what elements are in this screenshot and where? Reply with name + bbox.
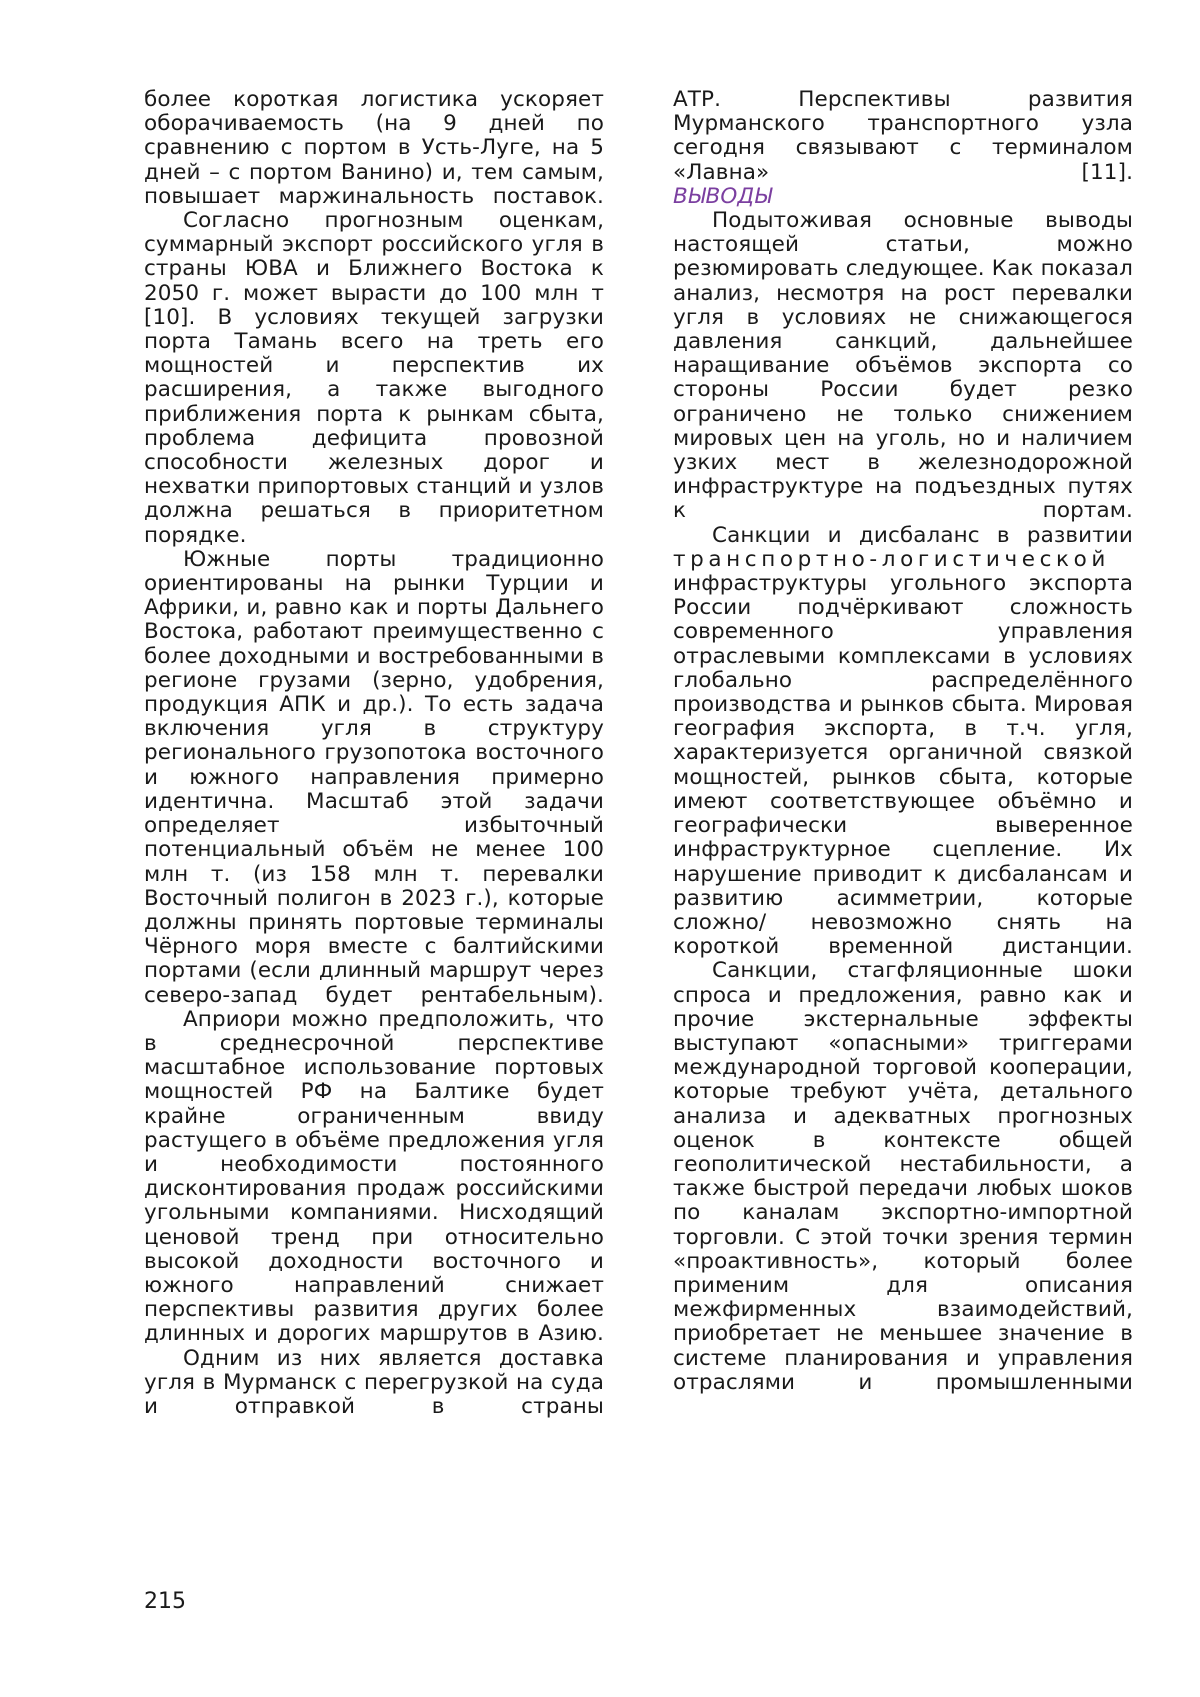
- paragraph-text-spaced: транспортно-логистической: [673, 547, 1110, 572]
- paragraph: [673, 524, 1133, 960]
- paragraph: Согласно прогнозным оценкам, суммарный экспорт российского угля в страны ЮВА и Ближнего Востока к 2050 г. может вырасти до 100 млн т [10]. В условиях текущей загрузки порта Тамань всего на треть его мощностей и перспектив их расширения, а также выгодного приближения порта к рынкам сбыта, проблема дефицита провозной способности железных дорог и нехватки припортовых станций и узлов должна решаться в приоритетном порядке.: [144, 209, 604, 548]
- paragraph: Априори можно предположить, что в среднесрочной перспективе масштабное использование портовых мощностей РФ на Балтике будет крайне ограниченным ввиду растущего в объёме предложения угля и необходимости постоянного дисконтирования продаж российскими угольными компаниями. Нисходящий ценовой тренд при относительно высокой доходности восточного и южного направлений снижает перспективы развития других более длинных и дорогих маршрутов в Азию.: [144, 1008, 604, 1347]
- right-column: [673, 88, 1133, 1395]
- left-column: [144, 88, 604, 1419]
- paragraph: Южные порты традиционно ориентированы на рынки Турции и Африки, и, равно как и порты Дальнего Востока, работают преимущественно с более доходными и востребованными в регионе грузами (зерно, удобрения, продукция АПК и др.). То есть задача включения угля в структуру регионального грузопотока восточного и южного направления примерно идентична. Масштаб этой задачи определяет избыточный потенциальный объём не менее 100 млн т. (из 158 млн т. перевалки Восточный полигон в 2023 г.), которые должны принять портовые терминалы Чёрного моря вместе с балтийскими портами (если длинный маршрут через северо-запад будет рентабельным).: [144, 548, 604, 1008]
- paragraph: Подытоживая основные выводы настоящей статьи, можно резюмировать следующее. Как показал анализ, несмотря на рост перевалки угля в условиях не снижающегося давления санкций, дальнейшее наращивание объёмов экспорта со стороны России будет резко ограничено не только снижением мировых цен на уголь, но и наличием узких мест в железнодорожной инфраструктуре на подъездных путях к портам.: [673, 209, 1133, 524]
- document-page: [0, 0, 1200, 1697]
- paragraph: АТР. Перспективы развития Мурманского транспортного узла сегодня связывают с терминалом «Лавна» [11].: [673, 88, 1133, 185]
- page-number: 215: [144, 1589, 186, 1614]
- paragraph: Одним из них является доставка угля в Мурманск с перегрузкой на суда и отправкой в страны: [144, 1347, 604, 1420]
- paragraph-text: инфраструктуры угольного экспорта России подчёркивают сложность современного управления отраслевыми комплексами в условиях глобально распределённого производства и рынков сбыта. Мировая география экспорта, в т.ч. угля, характеризуется органичной связкой мощностей, рынков сбыта, которые имеют соответствующее объёмно и географически выверенное инфраструктурное сцепление. Их нарушение приводит к дисбалансам и развитию асимметрии, которые сложно/ невозможно снять на короткой временной дистанции.: [673, 571, 1133, 959]
- paragraph: Санкции, стагфляционные шоки спроса и предложения, равно как и прочие экстернальные эффекты выступают «опасными» триггерами международной торговой кооперации, которые требуют учёта, детального анализа и адекватных прогнозных оценок в контексте общей геополитической нестабильности, а также быстрой передачи любых шоков по каналам экспортно-импортной торговли. С этой точки зрения термин «проактивность», который более применим для описания межфирменных взаимодействий, приобретает не меньшее значение в системе планирования и управления отраслями и промышленными: [673, 959, 1133, 1395]
- paragraph-text: Санкции и дисбаланс в развитии: [712, 523, 1133, 548]
- paragraph: более короткая логистика ускоряет оборачиваемость (на 9 дней по сравнению с портом в Усть-Луге, на 5 дней – с портом Ванино) и, тем самым, повышает маржинальность поставок.: [144, 88, 604, 209]
- section-heading: ВЫВОДЫ: [673, 185, 1133, 209]
